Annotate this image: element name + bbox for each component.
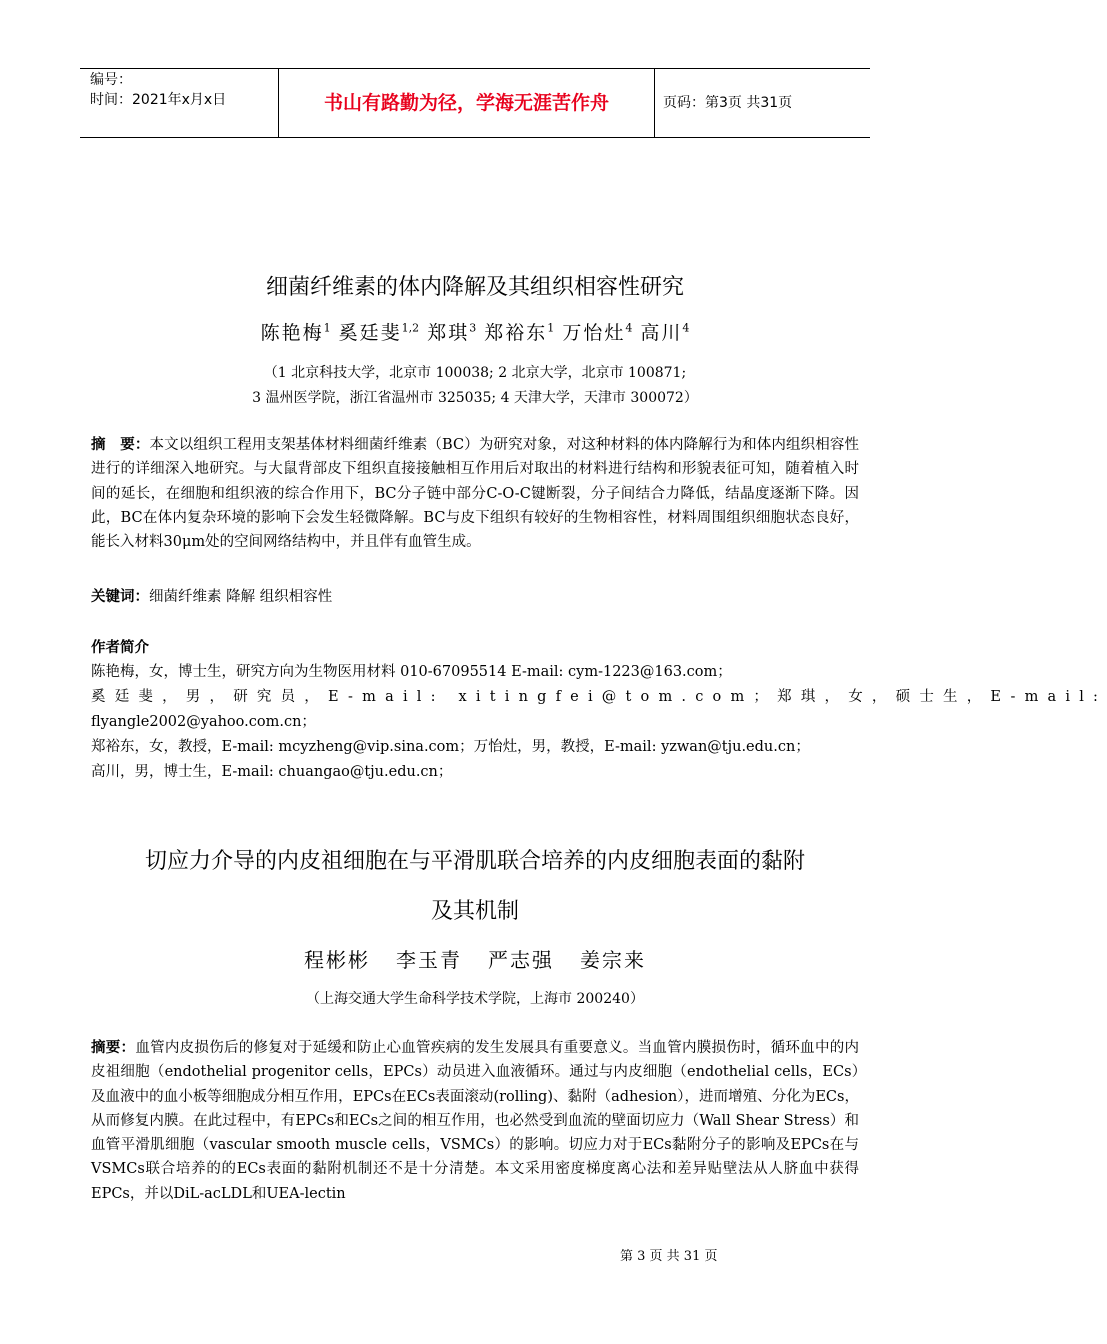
- abstract-text: 血管内皮损伤后的修复对于延缓和防止心血管疾病的发生发展具有重要意义。当血管内膜损伤时，循环血中的内皮祖细胞（endothelial progenitor cells，EPCs）动员进入血液循环。通过与内皮细胞（endothelial cells，ECs）及血液中的血小板等细胞成分相互作用，EPCs在ECs表面滚动(rolling)、黏附（adhesion），进而增殖、分化为ECs， 从而修复内膜。在此过程中，有EPCs和ECs之间的相互作用，也必然受到血流的壁面切应力（Wall Shear Stress）和血管平滑肌细胞（vascular smooth muscle cells，VSMCs）的影响。切应力对于ECs黏附分子的影响及EPCs在与VSMCs联合培养的的ECs表面的黏附机制还不是十分清楚。本文采用密度梯度离心法和差异贴壁法从人脐血中获得EPCs，并以DiL-acLDL和UEA-lectin: [91, 1040, 860, 1202]
- article2-abstract: [91, 1036, 859, 1206]
- author-name: 严志强: [488, 948, 554, 972]
- abstract-text: 本文以组织工程用支架基体材料细菌纤维素（BC）为研究对象，对这种材料的体内降解行为和体内组织相容性进行的详细深入地研究。与大鼠背部皮下组织直接接触相互作用后对取出的材料进行结构和形貌表征可知，随着植入时间的延长，在细胞和组织液的综合作用下，BC分子链中部分C-O-C键断裂，分子间结合力降低，结晶度逐渐下降。因此，BC在体内复杂环境的影响下会发生轻微降解。BC与皮下组织有较好的生物相容性，材料周围组织细胞状态良好，能长入材料30μm处的空间网络结构中，并且伴有血管生成。: [91, 437, 860, 551]
- author-name: 万怡灶: [562, 322, 626, 344]
- header-meta-cell: [80, 69, 279, 137]
- author-name: 郑裕东: [484, 322, 548, 344]
- header-number-label: 编号：: [90, 72, 132, 88]
- article2-affiliation: （上海交通大学生命科学技术学院，上海市 200240）: [306, 991, 644, 1007]
- abstract-label: 摘 要：: [91, 437, 150, 453]
- author-info-heading: 作者简介: [91, 640, 149, 656]
- article2-title-line1: 切应力介导的内皮祖细胞在与平滑肌联合培养的内皮细胞表面的黏附: [144, 849, 805, 874]
- article1-abstract: [91, 433, 859, 554]
- author-sup: 3: [469, 321, 477, 335]
- article1-authors: [0, 318, 950, 345]
- keywords-text: 细菌纤维素 降解 组织相容性: [149, 589, 333, 605]
- author-info-line: 高川，男，博士生，E-mail: chuangao@tju.edu.cn；: [91, 764, 453, 780]
- author-info-line: flyangle2002@yahoo.com.cn；: [91, 714, 316, 730]
- header-table: [80, 68, 870, 138]
- header-date-label: 时间：2021年x月x日: [90, 92, 227, 108]
- author-sup: 4: [625, 321, 633, 335]
- author-name: 郑琪: [427, 322, 470, 344]
- keywords-label: 关键词：: [91, 589, 149, 605]
- header-motto: 书山有路勤为径，学海无涯苦作舟: [279, 69, 655, 137]
- author-name: 奚廷斐: [338, 322, 402, 344]
- page-footer: 第 3 页 共 31 页: [620, 1249, 718, 1264]
- article2-authors: [0, 944, 950, 973]
- header-page-info: 页码：第3页 共31页: [663, 95, 793, 111]
- author-name: 程彬彬: [304, 948, 370, 972]
- author-name: 陈艳梅: [260, 322, 324, 344]
- article2-title-line2: 及其机制: [430, 899, 519, 924]
- author-name: 李玉青: [396, 948, 462, 972]
- article1-title: 细菌纤维素的体内降解及其组织相容性研究: [265, 275, 684, 300]
- article1-affiliation-line1: （1 北京科技大学，北京市 100038; 2 北京大学，北京市 100871;: [263, 365, 687, 381]
- author-name: 姜宗来: [580, 948, 646, 972]
- article1-keywords: [91, 585, 332, 606]
- author-sup: 4: [682, 321, 690, 335]
- author-info-line: 郑裕东，女，教授，E-mail: mcyzheng@vip.sina.com；万怡灶，男，教授，E-mail: yzwan@tju.edu.cn；: [91, 739, 810, 755]
- abstract-label: 摘要：: [91, 1040, 136, 1056]
- author-info-line: 奚廷斐，男，研究员，E-mail: xitingfei@tom.com；郑琪，女，硕士生，E-mail:: [91, 689, 1107, 705]
- author-sup: 1: [547, 321, 555, 335]
- author-name: 高川: [640, 322, 683, 344]
- author-sup: 1: [323, 321, 331, 335]
- article1-affiliation-line2: 3 温州医学院，浙江省温州市 325035; 4 天津大学，天津市 300072）: [252, 390, 698, 406]
- author-info-line: 陈艳梅，女，博士生，研究方向为生物医用材料 010-67095514 E-mail: cym-1223@163.com；: [91, 664, 732, 680]
- author-sup: 1,2: [401, 321, 420, 335]
